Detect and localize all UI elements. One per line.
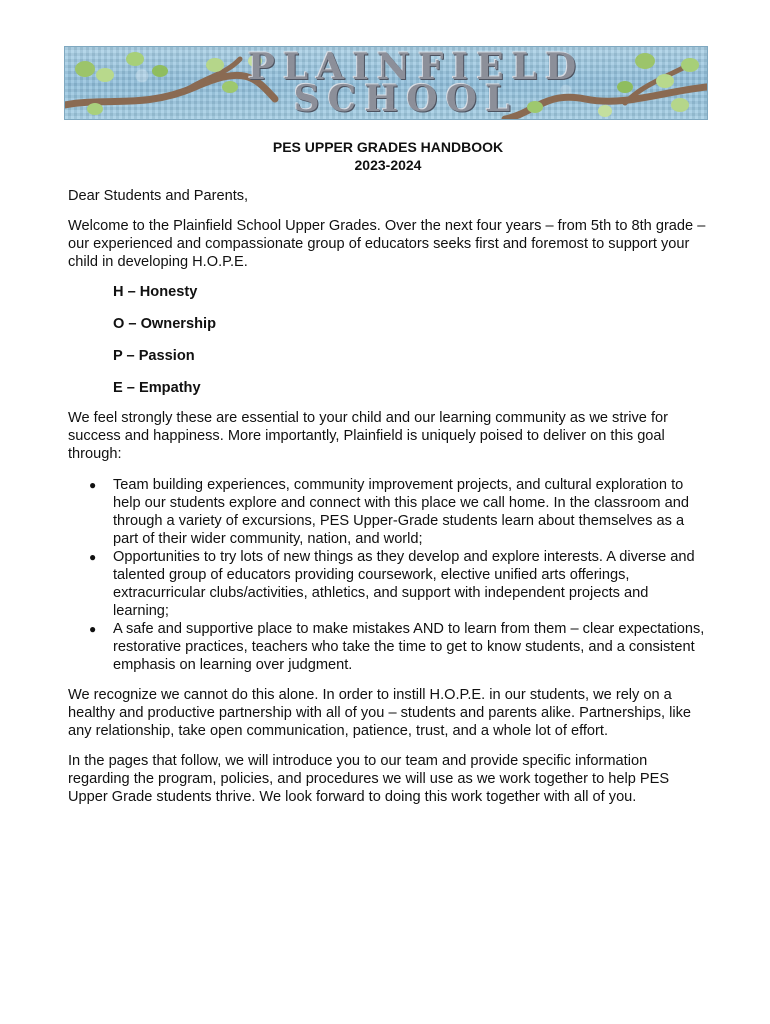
handbook-title: PES UPPER GRADES HANDBOOK xyxy=(272,139,504,155)
handbook-year: 2023-2024 xyxy=(354,157,422,173)
bullet-dot-icon: ● xyxy=(89,622,97,636)
hope-item-empathy: E – Empathy xyxy=(113,380,201,396)
bullet-text-safe-place: A safe and supportive place to make mistakes AND to learn from them – clear expectations, restorative practices, teachers who take the time to get to know students, and a consistent emphasis on learning over judgment. xyxy=(113,621,705,673)
hope-item-ownership: O – Ownership xyxy=(113,316,216,332)
bullet-text-opportunities: Opportunities to try lots of new things as they develop and explore interests. A diverse and talented group of educators providing coursework, elective unified arts offerings, extracurricular clubs/activities, athletics, and support with independent projects and learning; xyxy=(113,549,695,619)
banner-title-line2: SCHOOL xyxy=(293,78,519,120)
bullet-item xyxy=(89,476,708,548)
bullet-item xyxy=(89,620,708,674)
letter-body xyxy=(68,138,708,806)
bullet-text-team-building: Team building experiences, community improvement projects, and cultural exploration to help our students explore and connect with this place we call home. In the classroom and through a variety of excursions, PES Upper-Grade students learn about themselves as a part of their wider community, nation, and world; xyxy=(113,477,689,547)
program-bullets xyxy=(68,476,708,674)
hope-list xyxy=(68,283,708,397)
bullet-item xyxy=(89,548,708,620)
partnership-paragraph: We recognize we cannot do this alone. In order to instill H.O.P.E. in our students, we rely on a healthy and productive partnership with all of you – students and parents alike. Partnerships, like any relationship, take open communication, patience, trust, and a whole lot of effort. xyxy=(68,687,692,739)
school-banner xyxy=(64,46,708,120)
banner-title-line1: PLAINFIELD xyxy=(247,46,585,88)
salutation: Dear Students and Parents, xyxy=(68,188,249,204)
hope-item-passion: P – Passion xyxy=(113,348,195,364)
bullet-dot-icon: ● xyxy=(89,478,97,492)
goal-paragraph: We feel strongly these are essential to your child and our learning community as we strive for success and happiness. More importantly, Plainfield is uniquely poised to deliver on this goal through: xyxy=(68,410,668,462)
intro-paragraph: Welcome to the Plainfield School Upper Grades. Over the next four years – from 5th to 8th grade – our experienced and compassionate group of educators seeks first and foremost to support your child in developing H.O.P.E. xyxy=(68,218,706,270)
hope-item-honesty: H – Honesty xyxy=(113,284,198,300)
closing-paragraph: In the pages that follow, we will introduce you to our team and provide specific information regarding the program, policies, and procedures we will use as we work together to help PES Upper Grade students thrive. We look forward to doing this work together with all of you. xyxy=(68,753,670,805)
bullet-dot-icon: ● xyxy=(89,550,97,564)
